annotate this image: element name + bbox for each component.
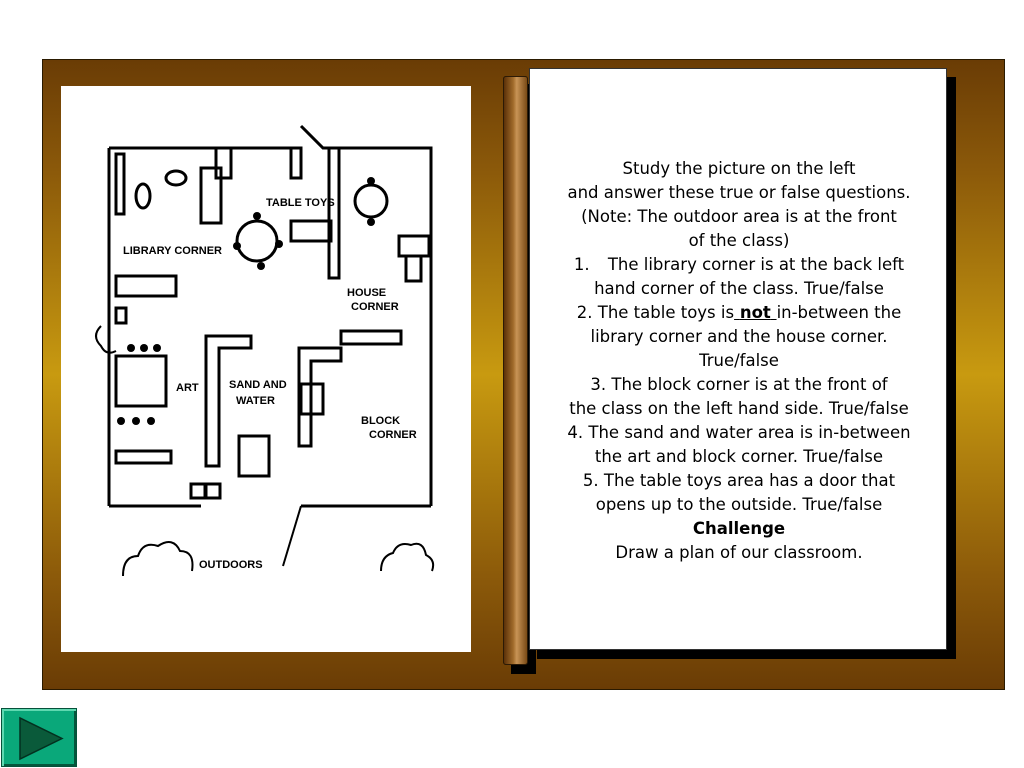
- question-2-line-1: [530, 301, 948, 325]
- question-5-line-1: 5. The table toys area has a door that: [582, 471, 896, 490]
- question-1-line-1: [530, 253, 948, 277]
- block-corner-label-2: CORNER: [369, 429, 417, 441]
- note-line-1: (Note: The outdoor area is at the front: [581, 207, 897, 226]
- house-corner-label-1: HOUSE: [347, 287, 387, 299]
- question-text: [530, 157, 948, 565]
- table-toys-label: TABLE TOYS: [266, 197, 335, 209]
- question-2-line-2: library corner and the house corner.: [590, 327, 888, 346]
- challenge-text: Draw a plan of our classroom.: [615, 543, 863, 562]
- note-line-2: of the class): [688, 231, 790, 250]
- question-1-number: 1.: [573, 255, 590, 274]
- question-2-post: in-between the: [776, 303, 902, 322]
- next-slide-button[interactable]: [1, 708, 77, 767]
- question-1-text: The library corner is at the back left: [607, 255, 905, 274]
- challenge-label: Challenge: [692, 519, 786, 538]
- sand-water-label-1: SAND AND: [229, 379, 287, 391]
- question-paper: [529, 68, 947, 650]
- question-2-pre: 2. The table toys is: [576, 303, 735, 322]
- question-2-line-3: True/false: [699, 351, 779, 370]
- classroom-floor-plan: [61, 86, 471, 652]
- question-1-line-2: hand corner of the class. True/false: [594, 279, 884, 298]
- question-2-not: not: [739, 303, 771, 322]
- question-3-line-2: the class on the left hand side. True/false: [569, 399, 909, 418]
- library-corner-label: LIBRARY CORNER: [123, 245, 223, 257]
- block-corner-label-1: BLOCK: [361, 415, 401, 427]
- scroll-rod-front: [503, 76, 528, 665]
- outdoors-label: OUTDOORS: [199, 559, 263, 571]
- question-4-line-2: the art and block corner. True/false: [594, 447, 884, 466]
- question-4-line-1: 4. The sand and water area is in-between: [567, 423, 911, 442]
- art-label: ART: [176, 382, 199, 394]
- intro-line-1: Study the picture on the left: [622, 159, 856, 178]
- sand-water-label-2: WATER: [236, 395, 275, 407]
- intro-line-2: and answer these true or false questions.: [567, 183, 911, 202]
- play-triangle-icon: [2, 709, 78, 768]
- house-corner-label-2: CORNER: [351, 301, 399, 313]
- question-5-line-2: opens up to the outside. True/false: [595, 495, 883, 514]
- question-3-line-1: 3. The block corner is at the front of: [590, 375, 888, 394]
